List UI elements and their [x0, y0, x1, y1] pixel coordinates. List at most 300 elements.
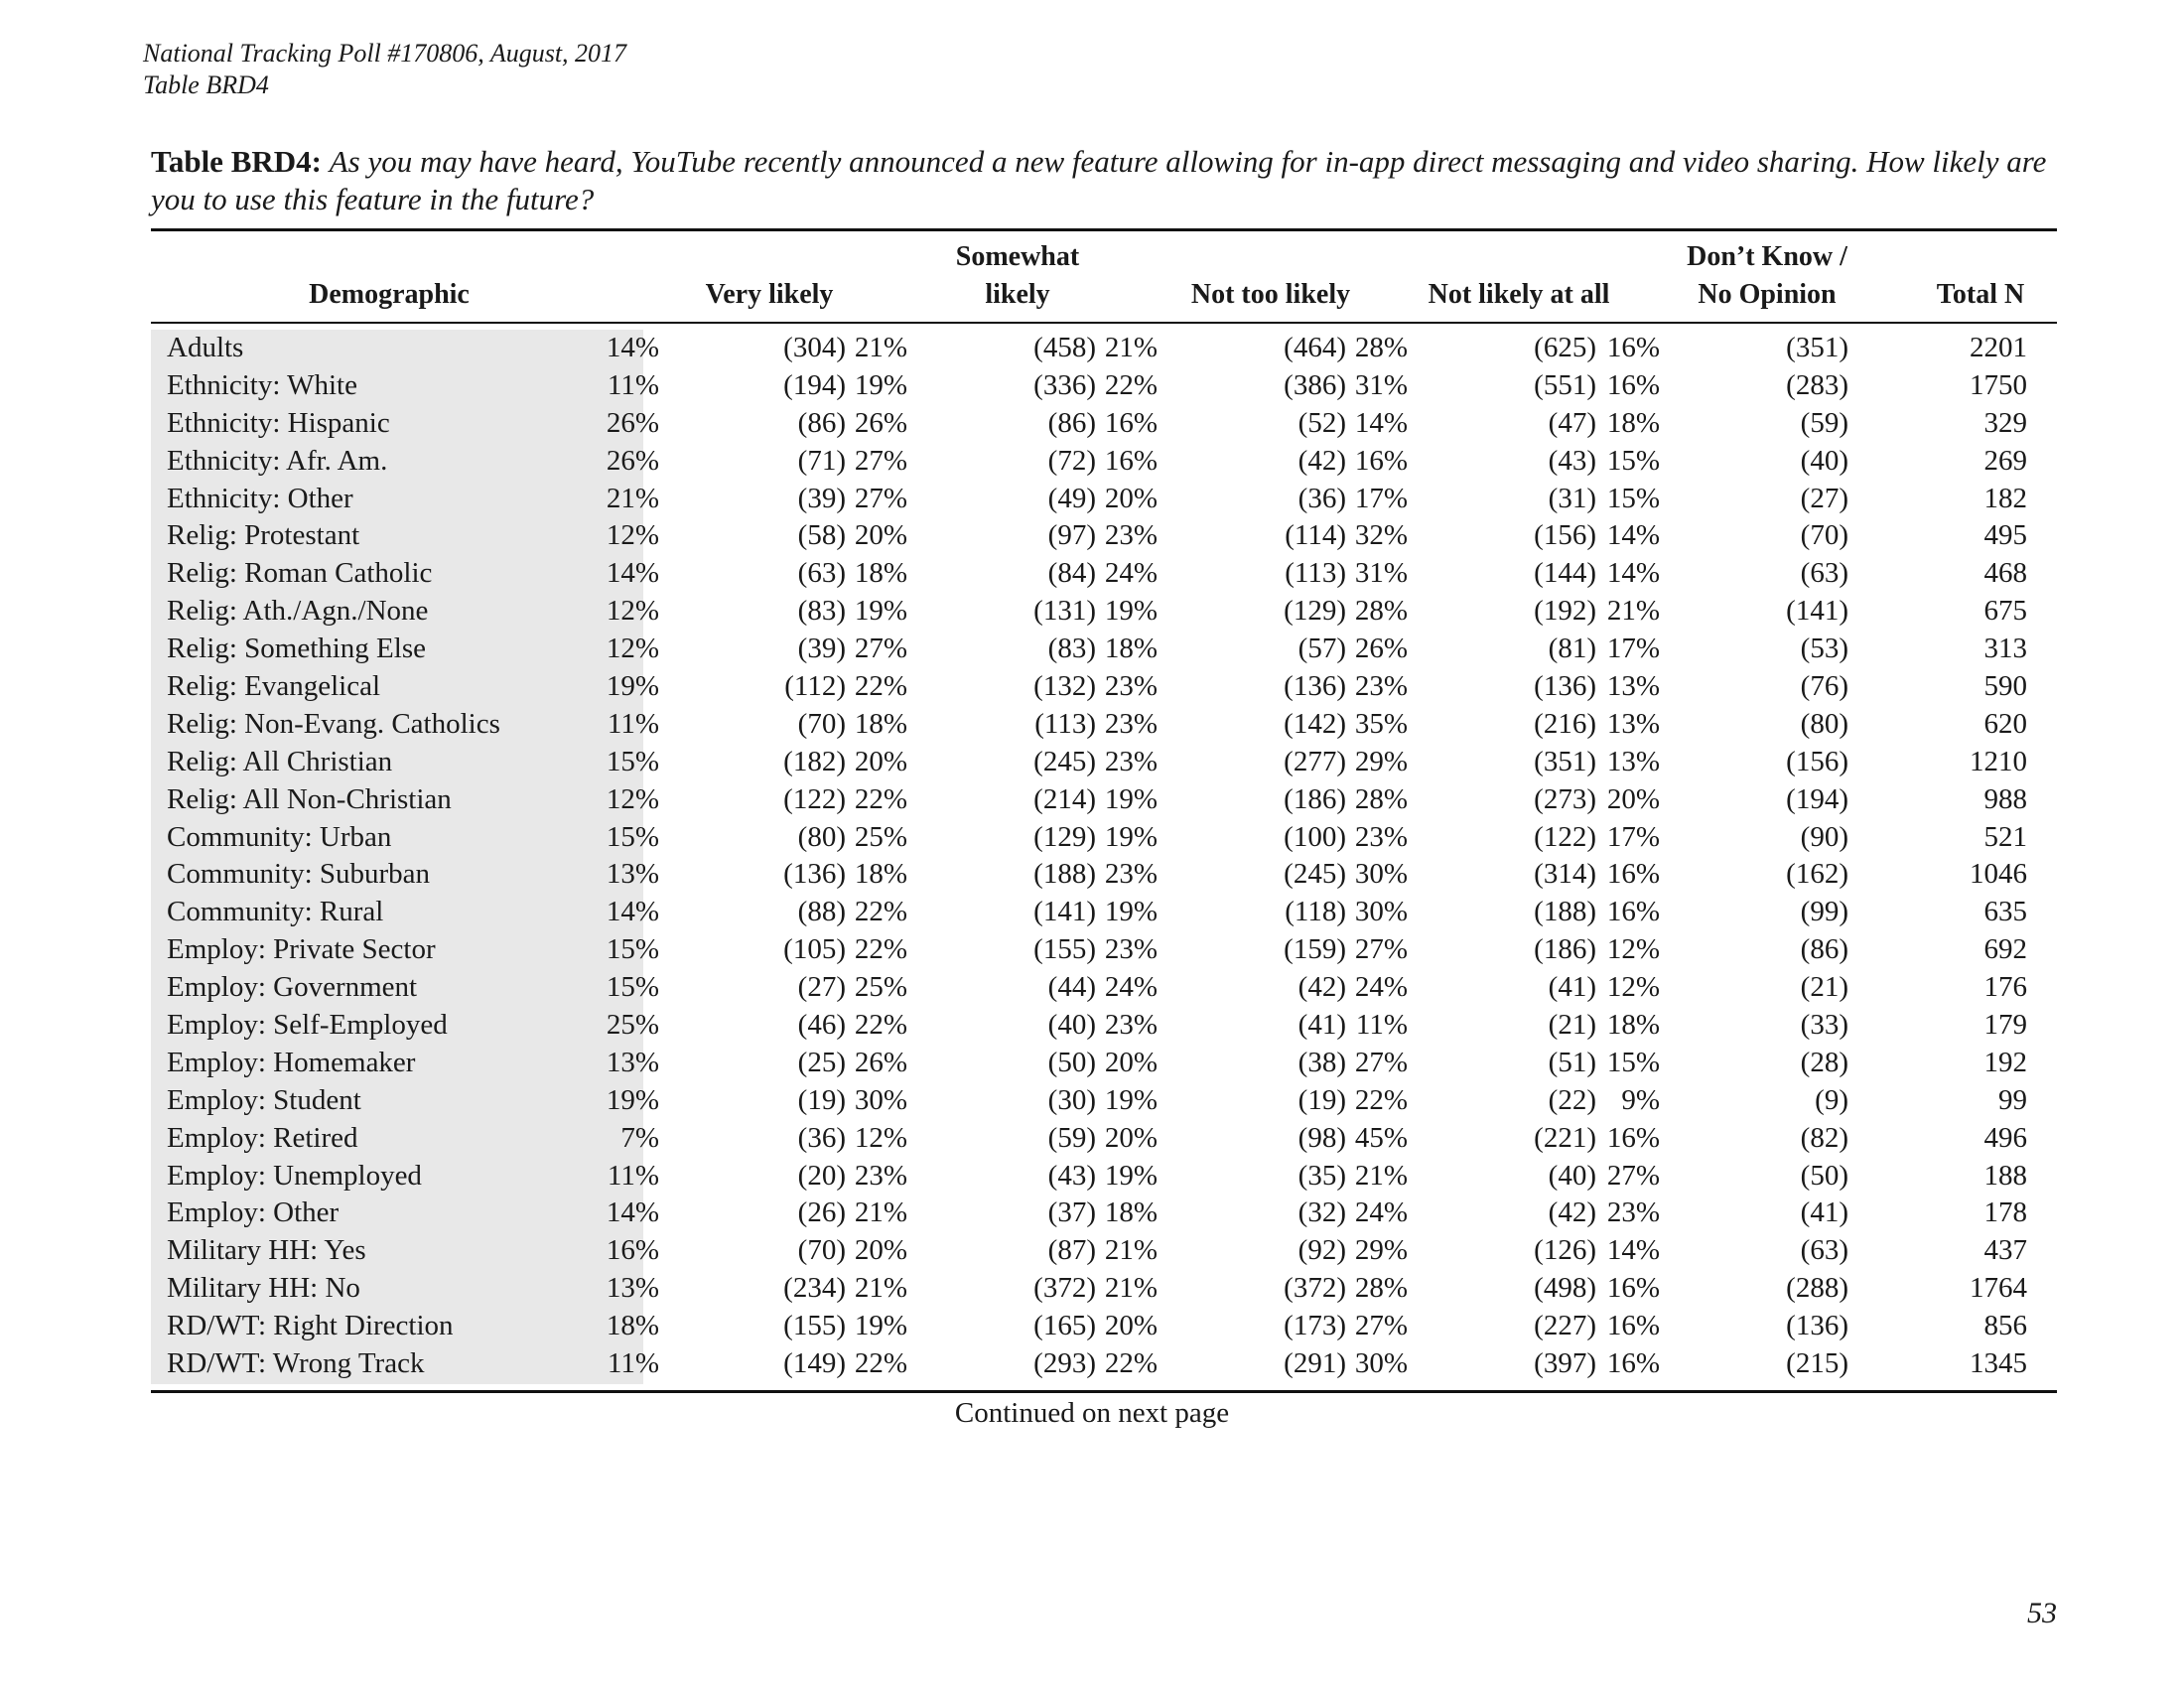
very-likely-n: (182) [783, 745, 846, 777]
very-likely-n: (63) [797, 557, 846, 590]
row-label: Relig: Something Else [167, 633, 426, 665]
dont-know-pct: 16% [1606, 368, 1660, 401]
row-label: Adults [167, 332, 244, 363]
somewhat-likely-pct: 26% [854, 1046, 907, 1078]
not-too-likely-n: (98) [1297, 1121, 1346, 1154]
table-bottom-rule [151, 1390, 2057, 1393]
somewhat-likely-pct: 19% [854, 1310, 907, 1342]
total-n: 988 [1983, 782, 2027, 815]
total-n: 188 [1983, 1159, 2027, 1192]
total-n: 269 [1983, 444, 2027, 477]
not-likely-at-all-pct: 31% [1354, 368, 1408, 401]
not-too-likely-n: (277) [1284, 745, 1346, 777]
somewhat-likely-n: (49) [1047, 482, 1096, 514]
header-not-too-likely: Not too likely [1190, 279, 1351, 310]
table-title-question: As you may have heard, YouTube recently announced a new feature allowing for in-app direct messaging and video sharing. How likely are you to use this feature in the future? [151, 144, 2047, 216]
somewhat-likely-pct: 21% [854, 1196, 907, 1229]
dont-know-pct: 16% [1606, 332, 1660, 363]
dont-know-n: (53) [1800, 633, 1848, 665]
dont-know-pct: 12% [1606, 971, 1660, 1004]
not-likely-at-all-n: (221) [1534, 1121, 1596, 1154]
total-n: 182 [1983, 482, 2027, 514]
not-too-likely-n: (100) [1284, 820, 1346, 853]
total-n: 1345 [1970, 1347, 2027, 1380]
header-not-likely-at-all: Not likely at all [1428, 279, 1610, 310]
very-likely-n: (70) [797, 1234, 846, 1267]
dont-know-n: (63) [1800, 1234, 1848, 1267]
not-too-likely-n: (372) [1284, 1272, 1346, 1305]
total-n: 521 [1983, 820, 2027, 853]
very-likely-pct: 26% [606, 444, 659, 477]
not-too-likely-n: (245) [1284, 858, 1346, 891]
somewhat-likely-pct: 25% [854, 971, 907, 1004]
very-likely-n: (80) [797, 820, 846, 853]
not-likely-at-all-n: (498) [1534, 1272, 1596, 1305]
not-too-likely-pct: 22% [1104, 368, 1158, 401]
not-too-likely-n: (38) [1297, 1046, 1346, 1078]
row-label: Military HH: Yes [167, 1234, 366, 1267]
total-n: 496 [1983, 1121, 2027, 1154]
somewhat-likely-pct: 23% [854, 1159, 907, 1192]
dont-know-n: (215) [1786, 1347, 1848, 1380]
very-likely-pct: 14% [606, 557, 659, 590]
dont-know-pct: 16% [1606, 1310, 1660, 1342]
very-likely-n: (83) [797, 595, 846, 628]
not-likely-at-all-n: (41) [1548, 971, 1596, 1004]
very-likely-n: (234) [783, 1272, 846, 1305]
not-too-likely-pct: 19% [1104, 1159, 1158, 1192]
not-likely-at-all-n: (144) [1534, 557, 1596, 590]
total-n: 856 [1983, 1310, 2027, 1342]
somewhat-likely-pct: 22% [854, 782, 907, 815]
somewhat-likely-n: (293) [1033, 1347, 1096, 1380]
somewhat-likely-n: (83) [1047, 633, 1096, 665]
not-too-likely-n: (36) [1297, 482, 1346, 514]
table-row [151, 593, 2057, 631]
somewhat-likely-n: (245) [1033, 745, 1096, 777]
dont-know-n: (63) [1800, 557, 1848, 590]
dont-know-n: (50) [1800, 1159, 1848, 1192]
row-label: Employ: Self-Employed [167, 1009, 448, 1042]
not-too-likely-n: (19) [1297, 1083, 1346, 1116]
row-label: Ethnicity: Afr. Am. [167, 444, 388, 477]
dont-know-pct: 23% [1606, 1196, 1660, 1229]
dont-know-pct: 14% [1606, 519, 1660, 552]
not-too-likely-pct: 23% [1104, 519, 1158, 552]
not-likely-at-all-pct: 17% [1354, 482, 1408, 514]
total-n: 635 [1983, 896, 2027, 928]
not-likely-at-all-n: (22) [1548, 1083, 1596, 1116]
somewhat-likely-pct: 22% [854, 1347, 907, 1380]
not-likely-at-all-n: (551) [1534, 368, 1596, 401]
total-n: 1764 [1970, 1272, 2027, 1305]
table-row [151, 517, 2057, 555]
not-too-likely-pct: 20% [1104, 1310, 1158, 1342]
not-likely-at-all-n: (40) [1548, 1159, 1596, 1192]
dont-know-pct: 15% [1606, 444, 1660, 477]
row-label: Employ: Homemaker [167, 1046, 416, 1078]
not-too-likely-pct: 23% [1104, 933, 1158, 966]
page-number: 53 [2027, 1597, 2057, 1629]
not-likely-at-all-pct: 30% [1354, 896, 1408, 928]
not-too-likely-n: (386) [1284, 368, 1346, 401]
somewhat-likely-n: (131) [1033, 595, 1096, 628]
not-too-likely-pct: 20% [1104, 482, 1158, 514]
not-likely-at-all-n: (397) [1534, 1347, 1596, 1380]
somewhat-likely-pct: 21% [854, 332, 907, 363]
dont-know-n: (288) [1786, 1272, 1848, 1305]
very-likely-pct: 12% [606, 633, 659, 665]
row-label: Employ: Student [167, 1083, 361, 1116]
total-n: 192 [1983, 1046, 2027, 1078]
somewhat-likely-pct: 20% [854, 519, 907, 552]
table-row [151, 781, 2057, 819]
row-label: Relig: Non-Evang. Catholics [167, 707, 500, 740]
dont-know-pct: 14% [1606, 557, 1660, 590]
dont-know-pct: 16% [1606, 1121, 1660, 1154]
very-likely-pct: 19% [606, 670, 659, 703]
somewhat-likely-n: (40) [1047, 1009, 1096, 1042]
row-label: Employ: Unemployed [167, 1159, 422, 1192]
somewhat-likely-n: (129) [1033, 820, 1096, 853]
not-too-likely-pct: 19% [1104, 595, 1158, 628]
dont-know-n: (86) [1800, 933, 1848, 966]
not-likely-at-all-n: (188) [1534, 896, 1596, 928]
not-too-likely-n: (159) [1284, 933, 1346, 966]
not-likely-at-all-n: (192) [1534, 595, 1596, 628]
not-likely-at-all-n: (21) [1548, 1009, 1596, 1042]
very-likely-pct: 13% [606, 1046, 659, 1078]
dont-know-n: (82) [1800, 1121, 1848, 1154]
very-likely-pct: 15% [606, 933, 659, 966]
row-label: Ethnicity: White [167, 368, 357, 401]
dont-know-pct: 12% [1606, 933, 1660, 966]
table-row [151, 668, 2057, 706]
dont-know-pct: 13% [1606, 707, 1660, 740]
dont-know-pct: 9% [1621, 1083, 1660, 1116]
somewhat-likely-n: (188) [1033, 858, 1096, 891]
not-too-likely-n: (42) [1297, 444, 1346, 477]
very-likely-pct: 15% [606, 745, 659, 777]
somewhat-likely-n: (214) [1033, 782, 1096, 815]
total-n: 495 [1983, 519, 2027, 552]
row-label: Employ: Other [167, 1196, 340, 1229]
dont-know-pct: 21% [1606, 595, 1660, 628]
not-likely-at-all-pct: 23% [1354, 670, 1408, 703]
not-likely-at-all-pct: 23% [1354, 820, 1408, 853]
dont-know-n: (33) [1800, 1009, 1848, 1042]
very-likely-pct: 15% [606, 820, 659, 853]
dont-know-pct: 27% [1606, 1159, 1660, 1192]
somewhat-likely-pct: 27% [854, 633, 907, 665]
not-too-likely-pct: 21% [1104, 1272, 1158, 1305]
table-row [151, 1345, 2057, 1383]
very-likely-n: (36) [797, 1121, 846, 1154]
table-row [151, 1120, 2057, 1158]
not-likely-at-all-n: (156) [1534, 519, 1596, 552]
very-likely-n: (58) [797, 519, 846, 552]
dont-know-n: (141) [1786, 595, 1848, 628]
row-label: Community: Rural [167, 896, 384, 928]
total-n: 590 [1983, 670, 2027, 703]
row-label: RD/WT: Wrong Track [167, 1347, 425, 1380]
dont-know-pct: 16% [1606, 1272, 1660, 1305]
not-likely-at-all-n: (273) [1534, 782, 1596, 815]
not-too-likely-pct: 24% [1104, 557, 1158, 590]
very-likely-pct: 19% [606, 1083, 659, 1116]
not-too-likely-pct: 23% [1104, 745, 1158, 777]
continued-note: Continued on next page [954, 1397, 1230, 1429]
very-likely-n: (149) [783, 1347, 846, 1380]
not-likely-at-all-pct: 24% [1354, 971, 1408, 1004]
very-likely-pct: 13% [606, 1272, 659, 1305]
row-label: Employ: Private Sector [167, 933, 436, 966]
not-likely-at-all-pct: 29% [1354, 745, 1408, 777]
table-title-label: Table BRD4: [151, 144, 322, 179]
not-likely-at-all-pct: 28% [1354, 782, 1408, 815]
not-too-likely-pct: 19% [1104, 782, 1158, 815]
dont-know-n: (21) [1800, 971, 1848, 1004]
row-label: RD/WT: Right Direction [167, 1310, 454, 1342]
somewhat-likely-n: (30) [1047, 1083, 1096, 1116]
somewhat-likely-n: (97) [1047, 519, 1096, 552]
table-row [151, 706, 2057, 744]
total-n: 468 [1983, 557, 2027, 590]
dont-know-n: (283) [1786, 368, 1848, 401]
table-row [151, 969, 2057, 1007]
very-likely-n: (71) [797, 444, 846, 477]
not-too-likely-n: (291) [1284, 1347, 1346, 1380]
somewhat-likely-n: (336) [1033, 368, 1096, 401]
dont-know-n: (351) [1786, 332, 1848, 363]
somewhat-likely-n: (372) [1033, 1272, 1096, 1305]
not-likely-at-all-pct: 29% [1354, 1234, 1408, 1267]
not-too-likely-n: (186) [1284, 782, 1346, 815]
dont-know-pct: 15% [1606, 1046, 1660, 1078]
table-row [151, 367, 2057, 405]
somewhat-likely-pct: 12% [854, 1121, 907, 1154]
row-label: Community: Suburban [167, 858, 431, 891]
not-too-likely-pct: 18% [1104, 1196, 1158, 1229]
somewhat-likely-pct: 26% [854, 406, 907, 439]
very-likely-pct: 14% [606, 1196, 659, 1229]
somewhat-likely-n: (165) [1033, 1310, 1096, 1342]
not-likely-at-all-n: (126) [1534, 1234, 1596, 1267]
table-row [151, 443, 2057, 481]
very-likely-n: (39) [797, 633, 846, 665]
total-n: 176 [1983, 971, 2027, 1004]
not-too-likely-pct: 16% [1104, 444, 1158, 477]
not-too-likely-pct: 21% [1104, 1234, 1158, 1267]
table-row [151, 405, 2057, 443]
not-likely-at-all-pct: 27% [1354, 933, 1408, 966]
row-label: Relig: All Christian [167, 745, 393, 777]
total-n: 675 [1983, 595, 2027, 628]
not-likely-at-all-pct: 16% [1354, 444, 1408, 477]
somewhat-likely-n: (59) [1047, 1121, 1096, 1154]
somewhat-likely-n: (44) [1047, 971, 1096, 1004]
somewhat-likely-n: (113) [1034, 707, 1096, 740]
table-row [151, 330, 2057, 367]
somewhat-likely-pct: 27% [854, 482, 907, 514]
running-head-table: Table BRD4 [143, 70, 269, 99]
not-likely-at-all-n: (42) [1548, 1196, 1596, 1229]
not-likely-at-all-pct: 21% [1354, 1159, 1408, 1192]
not-too-likely-n: (113) [1285, 557, 1346, 590]
very-likely-n: (86) [797, 406, 846, 439]
not-too-likely-pct: 19% [1104, 896, 1158, 928]
total-n: 1210 [1970, 745, 2027, 777]
not-too-likely-pct: 22% [1104, 1347, 1158, 1380]
not-too-likely-pct: 23% [1104, 707, 1158, 740]
table-row [151, 1270, 2057, 1308]
somewhat-likely-pct: 19% [854, 595, 907, 628]
row-label: Relig: Protestant [167, 519, 360, 552]
somewhat-likely-pct: 18% [854, 858, 907, 891]
not-likely-at-all-n: (216) [1534, 707, 1596, 740]
not-likely-at-all-n: (51) [1548, 1046, 1596, 1078]
header-rule [151, 322, 2057, 324]
row-label: Relig: Roman Catholic [167, 557, 433, 590]
very-likely-n: (105) [783, 933, 846, 966]
not-likely-at-all-n: (136) [1534, 670, 1596, 703]
header-total-n: Total N [1936, 279, 2025, 310]
table-row [151, 1308, 2057, 1345]
not-likely-at-all-pct: 45% [1354, 1121, 1408, 1154]
dont-know-n: (40) [1800, 444, 1848, 477]
dont-know-pct: 16% [1606, 1347, 1660, 1380]
not-likely-at-all-n: (625) [1534, 332, 1596, 363]
not-too-likely-pct: 24% [1104, 971, 1158, 1004]
table-body [151, 330, 2057, 1383]
not-likely-at-all-pct: 32% [1354, 519, 1408, 552]
very-likely-n: (194) [783, 368, 846, 401]
table-title [151, 143, 2067, 218]
dont-know-pct: 17% [1606, 820, 1660, 853]
table-row [151, 481, 2057, 518]
table-row [151, 631, 2057, 668]
very-likely-pct: 14% [606, 332, 659, 363]
very-likely-pct: 12% [606, 782, 659, 815]
very-likely-n: (46) [797, 1009, 846, 1042]
table-top-rule [151, 228, 2057, 231]
somewhat-likely-pct: 20% [854, 745, 907, 777]
table-row [151, 931, 2057, 969]
somewhat-likely-n: (37) [1047, 1196, 1096, 1229]
somewhat-likely-pct: 18% [854, 707, 907, 740]
not-likely-at-all-pct: 30% [1354, 1347, 1408, 1380]
not-likely-at-all-pct: 28% [1354, 1272, 1408, 1305]
not-too-likely-n: (142) [1284, 707, 1346, 740]
row-label: Ethnicity: Other [167, 482, 353, 514]
not-likely-at-all-pct: 31% [1354, 557, 1408, 590]
total-n: 2201 [1970, 332, 2027, 363]
not-too-likely-n: (35) [1297, 1159, 1346, 1192]
very-likely-pct: 12% [606, 595, 659, 628]
table-row [151, 1007, 2057, 1045]
dont-know-n: (99) [1800, 896, 1848, 928]
not-too-likely-n: (464) [1284, 332, 1346, 363]
table-row [151, 1082, 2057, 1120]
dont-know-pct: 17% [1606, 633, 1660, 665]
not-likely-at-all-n: (81) [1548, 633, 1596, 665]
not-likely-at-all-n: (31) [1548, 482, 1596, 514]
not-likely-at-all-n: (227) [1534, 1310, 1596, 1342]
not-likely-at-all-pct: 30% [1354, 858, 1408, 891]
table-row [151, 1195, 2057, 1232]
very-likely-n: (26) [797, 1196, 846, 1229]
dont-know-pct: 13% [1606, 745, 1660, 777]
total-n: 1046 [1970, 858, 2027, 891]
very-likely-pct: 21% [606, 482, 659, 514]
very-likely-n: (155) [783, 1310, 846, 1342]
running-head [143, 38, 626, 101]
very-likely-pct: 18% [606, 1310, 659, 1342]
not-too-likely-pct: 21% [1104, 332, 1158, 363]
dont-know-n: (28) [1800, 1046, 1848, 1078]
somewhat-likely-pct: 22% [854, 1009, 907, 1042]
not-likely-at-all-pct: 14% [1354, 406, 1408, 439]
not-too-likely-pct: 20% [1104, 1121, 1158, 1154]
not-likely-at-all-pct: 27% [1354, 1310, 1408, 1342]
not-too-likely-n: (57) [1297, 633, 1346, 665]
somewhat-likely-pct: 22% [854, 933, 907, 966]
not-too-likely-n: (52) [1297, 406, 1346, 439]
somewhat-likely-n: (132) [1033, 670, 1096, 703]
dont-know-n: (76) [1800, 670, 1848, 703]
row-label: Community: Urban [167, 820, 392, 853]
total-n: 313 [1983, 633, 2027, 665]
somewhat-likely-n: (86) [1047, 406, 1096, 439]
row-label: Ethnicity: Hispanic [167, 406, 390, 439]
not-too-likely-pct: 19% [1104, 1083, 1158, 1116]
dont-know-pct: 16% [1606, 896, 1660, 928]
very-likely-pct: 14% [606, 896, 659, 928]
somewhat-likely-n: (84) [1047, 557, 1096, 590]
not-too-likely-n: (136) [1284, 670, 1346, 703]
very-likely-pct: 16% [606, 1234, 659, 1267]
not-likely-at-all-pct: 35% [1354, 707, 1408, 740]
very-likely-pct: 11% [607, 368, 659, 401]
very-likely-n: (304) [783, 332, 846, 363]
dont-know-pct: 14% [1606, 1234, 1660, 1267]
not-too-likely-pct: 18% [1104, 633, 1158, 665]
very-likely-pct: 13% [606, 858, 659, 891]
dont-know-n: (59) [1800, 406, 1848, 439]
not-too-likely-pct: 23% [1104, 858, 1158, 891]
very-likely-n: (19) [797, 1083, 846, 1116]
very-likely-n: (27) [797, 971, 846, 1004]
somewhat-likely-n: (458) [1033, 332, 1096, 363]
not-too-likely-n: (92) [1297, 1234, 1346, 1267]
row-label: Employ: Government [167, 971, 418, 1004]
table-row [151, 856, 2057, 894]
not-likely-at-all-pct: 28% [1354, 595, 1408, 628]
not-too-likely-n: (42) [1297, 971, 1346, 1004]
dont-know-n: (194) [1786, 782, 1848, 815]
dont-know-pct: 16% [1606, 858, 1660, 891]
dont-know-n: (162) [1786, 858, 1848, 891]
not-too-likely-pct: 23% [1104, 670, 1158, 703]
not-too-likely-n: (129) [1284, 595, 1346, 628]
very-likely-n: (122) [783, 782, 846, 815]
very-likely-pct: 11% [607, 707, 659, 740]
very-likely-n: (39) [797, 482, 846, 514]
row-label: Relig: All Non-Christian [167, 782, 452, 815]
header-dont-know: Don’t Know / No Opinion [1687, 241, 1847, 310]
very-likely-n: (25) [797, 1046, 846, 1078]
not-too-likely-pct: 20% [1104, 1046, 1158, 1078]
